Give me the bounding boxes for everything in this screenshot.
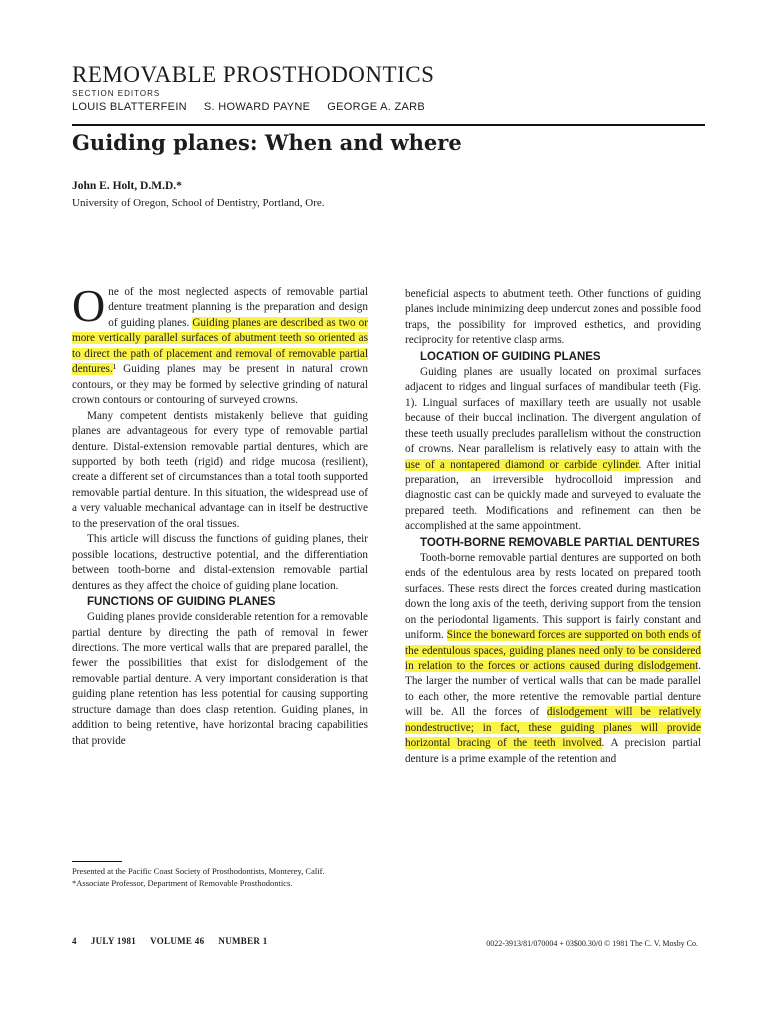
- paragraph: [405, 551, 701, 767]
- page-footer: [72, 936, 268, 946]
- paragraph: This article will discuss the functions of guiding planes, their possible locations, destructive potential, and the differentiation between tooth-borne and distal-extension removable partial dentures as they affect the choice of guiding plane location.: [72, 533, 368, 592]
- text-segment: ¹ Guiding planes may be present in natural crown contours, or they may be formed by selective grinding of natural crown contours or contouring of surveyed crowns.: [72, 363, 368, 407]
- section-editors-label: SECTION EDITORS: [72, 89, 161, 98]
- editor-name: LOUIS BLATTERFEIN: [72, 101, 187, 113]
- drop-cap: O: [72, 280, 106, 331]
- footnote-rule: [72, 861, 122, 862]
- text-segment: . After initial preparation, an irreversible hydrocolloid impression and diagnostic cast can be quickly made and surveyed to evaluate the prepared teeth. Modifications and refinement can then be accomplished at the same appointment.: [405, 458, 702, 533]
- footnote-presented: Presented at the Pacific Coast Society of Prosthodontists, Monterey, Calif.: [72, 866, 325, 876]
- article-title: Guiding planes: When and where: [72, 130, 462, 155]
- volume: VOLUME 46: [150, 936, 205, 946]
- highlighted-text: use of a nontapered diamond or carbide cylinder: [405, 458, 639, 471]
- author-name: John E. Holt, D.M.D.*: [72, 180, 182, 192]
- author-affiliation: University of Oregon, School of Dentistry, Portland, Ore.: [72, 197, 325, 209]
- footnote-associate: *Associate Professor, Department of Removable Prosthodontics.: [72, 878, 293, 888]
- right-column: [405, 287, 701, 767]
- editors-list: [72, 101, 425, 113]
- section-title: REMOVABLE PROSTHODONTICS: [72, 62, 435, 87]
- highlighted-text: dislodgement will be relatively nondestructive; in fact, these guiding planes will provide horizontal bracing of the teeth involved: [405, 706, 701, 750]
- left-column: [72, 280, 368, 749]
- section-heading: LOCATION OF GUIDING PLANES: [420, 350, 601, 363]
- header-rule: [72, 124, 705, 126]
- highlighted-text: Guiding planes are described as two or more vertically parallel surfaces of abutment teeth so oriented as to direct the path of placement and removal of removable partial dentures.: [72, 316, 368, 376]
- paragraph: [405, 365, 701, 535]
- page-number: 4: [72, 936, 77, 946]
- paragraph: Many competent dentists mistakenly believe that guiding planes are advantageous for every type of removable partial denture. Distal-extension removable partial dentures, which are supported by both teeth (rigid) and ridge mucosa (resilient), create a different set of circumstances than a total tooth supported removable partial denture. In this situation, the widespread use of a very valuable mechanical advantage can in itself be destructive to the preservation of the oral tissues.: [72, 409, 368, 530]
- text-segment: ne of the most neglected aspects of removable partial denture treatment planning is the preparation and design of guiding planes.: [108, 286, 368, 329]
- editor-name: S. HOWARD PAYNE: [203, 101, 311, 113]
- section-heading: FUNCTIONS OF GUIDING PLANES: [87, 596, 276, 609]
- issue-date: JULY 1981: [90, 936, 137, 946]
- text-segment: . The larger the number of vertical walls that can be made parallel to each other, the more retentive the removable partial denture will be. All the forces of: [405, 659, 701, 719]
- issue-number: NUMBER 1: [218, 936, 268, 946]
- editor-name: GEORGE A. ZARB: [327, 101, 426, 113]
- text-segment: Guiding planes are usually located on proximal surfaces adjacent to ridges and lingual surfaces of mandibular teeth (Fig. 1). Lingual surfaces of maxillary teeth are usually not usable because of their buccal inclination. The divergent angulation of these teeth usually precludes parallelism without the construction of crowns. Near parallelism is relatively easy to attain with the: [405, 365, 701, 456]
- paragraph: Guiding planes provide considerable retention for a removable partial denture by directing the path of removal in fewer directions. The more vertical walls that are prepared parallel, the fewer the possibilities that exist for dislodgement of the removable partial denture. A very important consideration is that guiding plane retention has less potential for causing supporting structure damage than does clasp retention. Guiding planes, in addition to being retentive, have horizontal bracing capabilities that provide: [72, 611, 368, 747]
- text-segment: Tooth-borne removable partial dentures are supported on both ends of the edentulous area by rests located on prepared tooth surfaces. These rests direct the forces created during mastication down the long axis of the teeth, deriving support from the tension on the periodontal ligaments. This support is fairly constant and uniform.: [405, 551, 701, 642]
- intro-paragraph: [72, 280, 368, 409]
- paragraph: beneficial aspects to abutment teeth. Other functions of guiding planes include minimizing deep undercut zones and possible food traps, the possibility for improved esthetics, and providing reciprocity for retentive clasp arms.: [405, 288, 701, 347]
- text-segment: . A precision partial denture is a prime example of the retention and: [405, 737, 701, 765]
- citation-line: 0022-3913/81/070004 + 03$00.30/0 © 1981 The C. V. Mosby Co.: [486, 939, 698, 948]
- highlighted-text: Since the boneward forces are supported on both ends of the edentulous spaces, guiding planes need only to be considered in relation to the forces or actions caused during dislodgement: [405, 629, 701, 672]
- section-heading: TOOTH-BORNE REMOVABLE PARTIAL DENTURES: [420, 536, 700, 549]
- footnotes: [72, 865, 368, 889]
